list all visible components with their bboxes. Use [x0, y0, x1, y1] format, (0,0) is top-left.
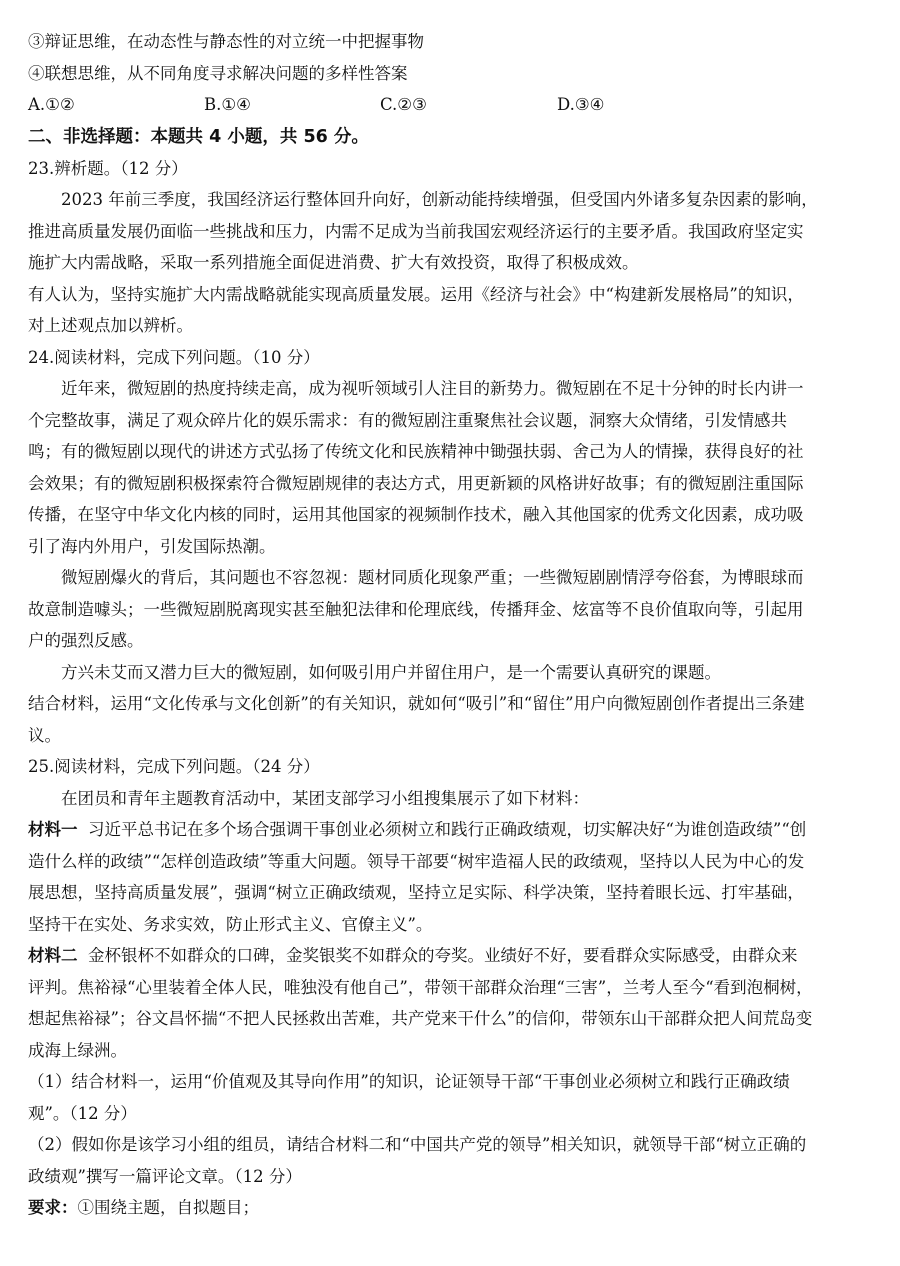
material-2-text: 金杯银杯不如群众的口碑，金奖银奖不如群众的夸奖。业绩好不好，要看群众实际感受，由群众来: [88, 946, 798, 965]
q25-intro: 在团员和青年主题教育活动中，某团支部学习小组搜集展示了如下材料：: [61, 788, 589, 808]
q25-m2-line: 想起焦裕禄”；谷文昌怀揣“不把人民拯救出苦难，共产党来干什么”的信仰，带领东山干部群众把人间荒岛变: [28, 1009, 813, 1028]
material-1-text: 习近平总书记在多个场合强调干事创业必须树立和践行正确政绩观，切实解决好“为谁创造政绩”“创: [88, 820, 807, 839]
q24-p1-line: 鸣；有的微短剧以现代的讲述方式弘扬了传统文化和民族精神中锄强扶弱、舍己为人的情操，获得良好的社: [28, 442, 804, 461]
q24-p3-line: 方兴未艾而又潜力巨大的微短剧，如何吸引用户并留住用户，是一个需要认真研究的课题。: [61, 662, 721, 682]
q24-p1-line: 会效果；有的微短剧积极探索符合微短剧规律的表达方式，用更新颖的风格讲好故事；有的微短剧注重国际: [28, 473, 804, 493]
material-1-label: 材料一: [28, 820, 78, 839]
q23-prompt-line: 对上述观点加以辨析。: [28, 316, 193, 335]
q23-p1-line: 施扩大内需战略，采取一系列措施全面促进消费、扩大有效投资，取得了积极成效。: [28, 253, 639, 272]
q25-sub1-line: 观”。（12 分）: [28, 1103, 137, 1123]
q24-p1-line: 传播，在坚守中华文化内核的同时，运用其他国家的视频制作技术，融入其他国家的优秀文化因素，成功吸: [28, 505, 804, 524]
exam-page: [28, 26, 874, 1224]
option-line-3: ③辩证思维，在动态性与静态性的对立统一中把握事物: [28, 32, 424, 51]
q24-prompt-line: 议。: [28, 725, 61, 745]
q25-sub2-line: 政绩观”撰写一篇评论文章。（12 分）: [28, 1166, 302, 1186]
q24-p1-line: 个完整故事，满足了观众碎片化的娱乐需求：有的微短剧注重聚焦社会议题，洞察大众情绪，引发情感共: [28, 410, 787, 430]
q25-m1-line: 展思想，坚持高质量发展”，强调“树立正确政绩观，坚持立足实际、科学决策，坚持着眼长远、打牢基础，: [28, 883, 804, 902]
requirement-label: 要求：: [28, 1198, 78, 1217]
q23-prompt-line: 有人认为，坚持实施扩大内需战略就能实现高质量发展。运用《经济与社会》中“构建新发展格局”的知识，: [28, 284, 804, 304]
q24-title: 24.阅读材料，完成下列问题。（10 分）: [28, 347, 320, 367]
option-a: A.①②: [28, 95, 75, 114]
q25-title: 25.阅读材料，完成下列问题。（24 分）: [28, 757, 320, 776]
q25-m2-line: [28, 940, 874, 972]
option-c: C.②③: [380, 95, 427, 114]
requirement-text: ①围绕主题，自拟题目；: [77, 1198, 259, 1217]
q25-m2-line: 成海上绿洲。: [28, 1040, 127, 1060]
q23-p1-line: 2023 年前三季度，我国经济运行整体回升向好，创新动能持续增强，但受国内外诸多复杂因素的影响，: [61, 190, 818, 209]
q25-sub1-line: （1）结合材料一，运用“价值观及其导向作用”的知识，论证领导干部“干事创业必须树立和践行正确政绩: [28, 1072, 790, 1091]
q25-m1-line: 造什么样的政绩”“怎样创造政绩”等重大问题。领导干部要“树牢造福人民的政绩观，坚持以人民为中心的发: [28, 851, 805, 871]
q24-p1-line: 近年来，微短剧的热度持续走高，成为视听领域引人注目的新势力。微短剧在不足十分钟的时长内讲一: [61, 379, 804, 398]
section-heading: 二、非选择题：本题共 4 小题，共 56 分。: [28, 126, 369, 147]
q24-p2-line: 微短剧爆火的背后，其问题也不容忽视：题材同质化现象严重；一些微短剧剧情浮夸俗套，为博眼球而: [61, 568, 804, 587]
option-b: B.①④: [204, 95, 251, 114]
option-d: D.③④: [557, 95, 605, 114]
q24-p2-line: 户的强烈反感。: [28, 631, 144, 650]
q25-m2-line: 评判。焦裕禄“心里装着全体人民，唯独没有他自己”，带领干部群众治理“三害”，兰考人至今“看到泡桐树，: [28, 977, 813, 997]
q24-p1-line: 引了海内外用户，引发国际热潮。: [28, 536, 276, 556]
q25-requirement: [28, 1192, 874, 1224]
q25-sub2-line: （2）假如你是该学习小组的组员，请结合材料二和“中国共产党的领导”相关知识，就领导干部“树立正确的: [28, 1135, 807, 1154]
q24-prompt-line: 结合材料，运用“文化传承与文化创新”的有关知识，就如何“吸引”和“留住”用户向微短剧创作者提出三条建: [28, 694, 805, 713]
q25-m1-line: 坚持干在实处、务求实效，防止形式主义、官僚主义”。: [28, 914, 433, 934]
q23-title: 23.辨析题。（12 分）: [28, 158, 188, 178]
material-2-label: 材料二: [28, 946, 78, 965]
option-line-4: ④联想思维，从不同角度寻求解决问题的多样性答案: [28, 63, 408, 83]
q23-p1-line: 推进高质量发展仍面临一些挑战和压力，内需不足成为当前我国宏观经济运行的主要矛盾。我国政府坚定实: [28, 221, 804, 241]
answer-options: [28, 89, 874, 121]
q25-m1-line: [28, 814, 874, 846]
q24-p2-line: 故意制造噱头；一些微短剧脱离现实甚至触犯法律和伦理底线，传播拜金、炫富等不良价值取向等，引起用: [28, 599, 804, 619]
